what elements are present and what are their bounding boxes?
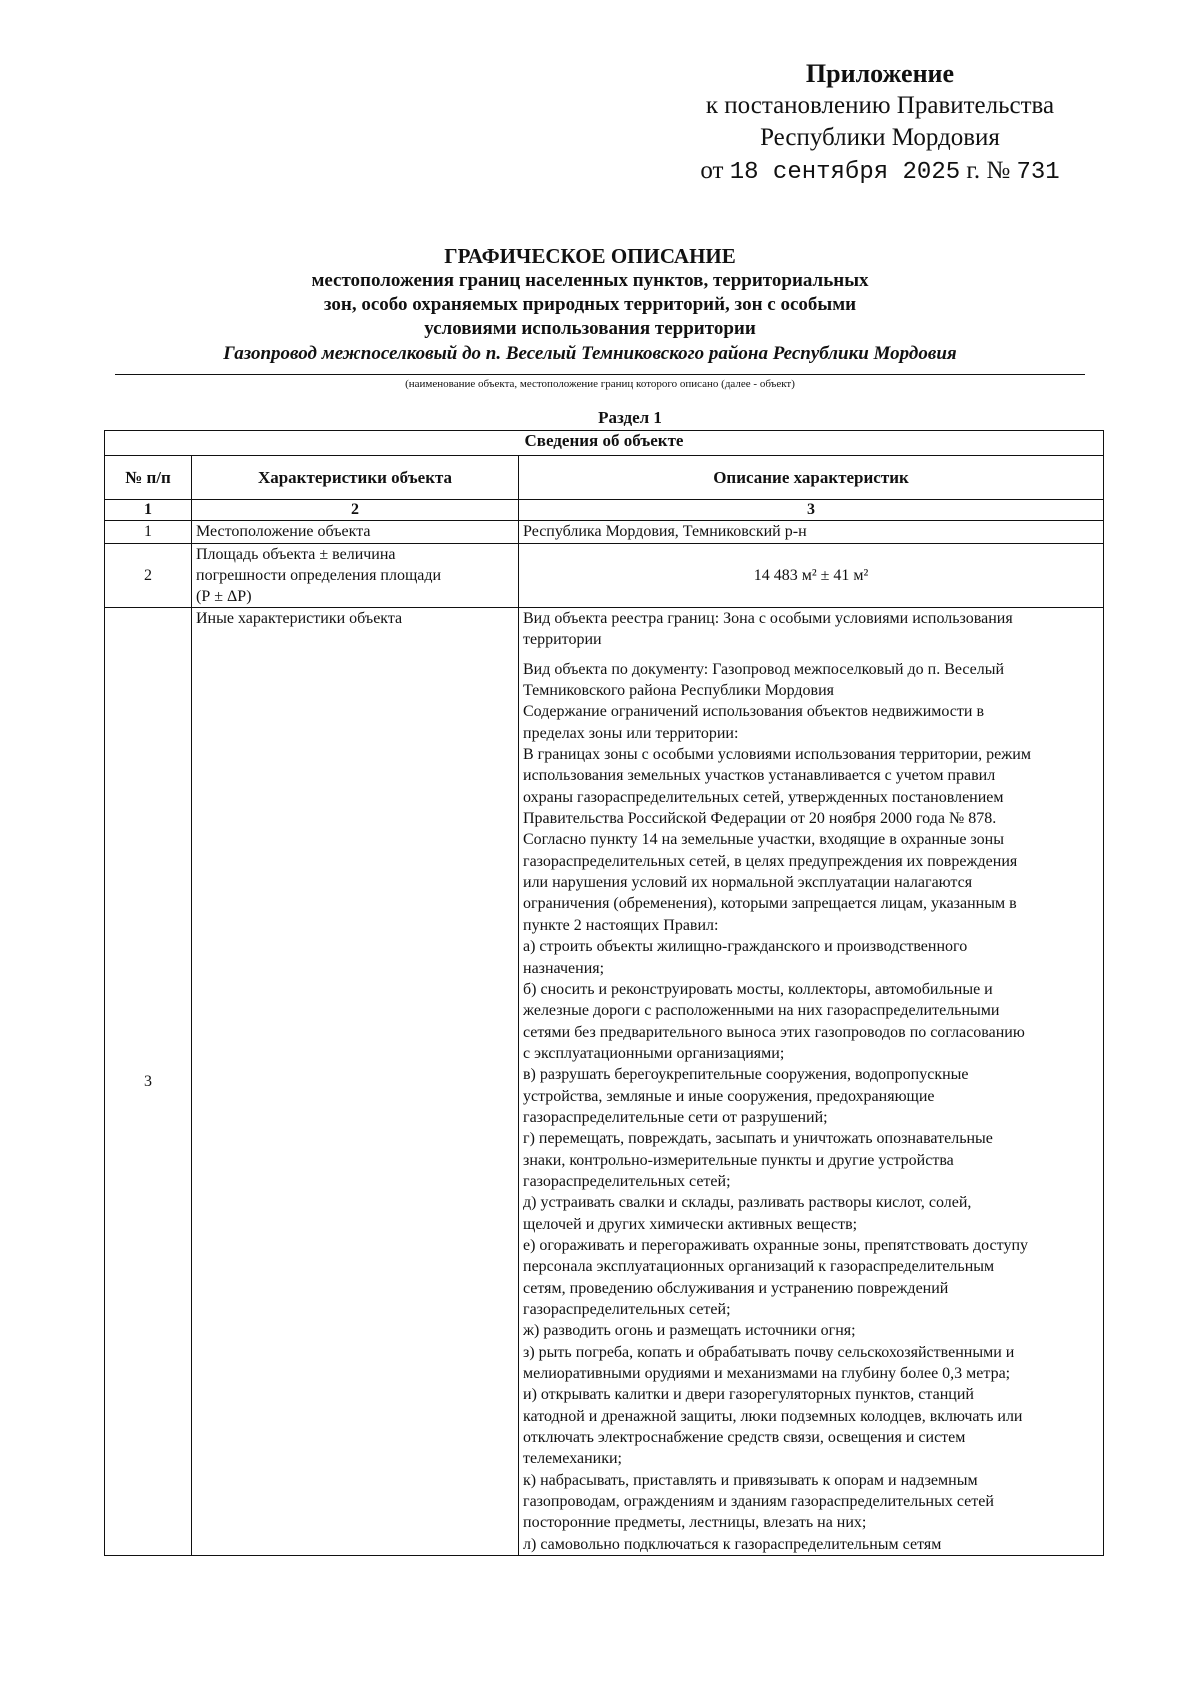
appendix-date-line [660, 154, 1100, 190]
description-line: и) открывать калитки и двери газорегуляторных пунктов, станций [523, 1386, 974, 1404]
date-value: 18 сентября 2025 [729, 159, 961, 186]
row-characteristic-line: Площадь объекта ± величина [196, 546, 396, 563]
description-line: или нарушения условий их нормальной эксплуатации налагаются [523, 874, 973, 892]
row-description: Республика Мордовия, Темниковский р-н [519, 521, 1104, 544]
description-line: территории [523, 631, 602, 649]
section-label: Раздел 1 [598, 408, 662, 427]
table-header-row [105, 456, 1104, 500]
document-subtitle-line: зон, особо охраняемых природных территорий, зон с особыми [323, 294, 857, 315]
description-line: газораспределительных сетей, в целях предупреждения их повреждения [523, 852, 1018, 870]
description-line: Правительства Российской Федерации от 20 ноября 2000 года № 878. [523, 810, 997, 828]
paragraph-gap [523, 651, 1099, 659]
description-line: л) самовольно подключаться к газораспределительным сетям [523, 1535, 942, 1553]
document-title: ГРАФИЧЕСКОЕ ОПИСАНИЕ [444, 244, 736, 268]
description-line: охраны газораспределительных сетей, утвержденных постановлением [523, 788, 1004, 806]
row-characteristic: Местоположение объекта [192, 521, 519, 544]
description-line: назначения; [523, 959, 605, 977]
description-line: газораспределительных сетей; [523, 1301, 731, 1318]
description-line: Согласно пункту 14 на земельные участки, входящие в охранные зоны [523, 831, 1004, 849]
document-subtitle-line: местоположения границ населенных пунктов, территориальных [311, 270, 869, 291]
description-line: пределах зоны или территории: [523, 724, 739, 742]
table-title-row [105, 431, 1104, 456]
description-line: е) огораживать и перегораживать охранные зоны, препятствовать доступу [523, 1236, 1028, 1254]
row-number: 3 [105, 608, 192, 1556]
description-line: посторонние предметы, лестницы, влезать на них; [523, 1514, 867, 1532]
description-line: Вид объекта по документу: Газопровод межпоселковый до п. Веселый [523, 660, 1005, 678]
row-characteristic-line: (Р ± ΔР) [196, 588, 252, 605]
column-numbers-row [105, 500, 1104, 521]
row-description: 14 483 м² ± 41 м² [519, 544, 1104, 608]
table-row [105, 521, 1104, 544]
object-name-underline [115, 374, 1085, 375]
object-info-table [104, 430, 1104, 1556]
description-line: в) разрушать берегоукрепительные сооружения, водопропускные [523, 1066, 969, 1084]
description-line: Темниковского района Республики Мордовия [523, 682, 834, 700]
description-line: к) набрасывать, приставлять и привязывать к опорам и надземным [523, 1471, 978, 1489]
description-line: г) перемещать, повреждать, засыпать и уничтожать опознавательные [523, 1130, 993, 1148]
description-line: сетям, проведению обслуживания и устранению повреждений [523, 1279, 949, 1297]
row-characteristic-text: Иные характеристики объекта [196, 610, 403, 627]
description-line: газораспределительных сетей; [523, 1172, 731, 1190]
column-header-characteristic: Характеристики объекта [192, 456, 519, 500]
column-header-number-text: № п/п [125, 468, 171, 487]
table-row [105, 544, 1104, 608]
column-header-description: Описание характеристик [519, 456, 1104, 500]
description-line: газораспределительные сети от разрушений; [523, 1108, 828, 1126]
appendix-header [660, 58, 1100, 190]
description-line: ж) разводить огонь и размещать источники огня; [523, 1322, 856, 1340]
description-line: телемеханики; [523, 1450, 622, 1468]
description-line: устройства, земляные и иные сооружения, предохраняющие [523, 1087, 935, 1105]
column-number: 2 [192, 500, 519, 521]
description-line: катодной и дренажной защиты, люки подземных колодцев, включать или [523, 1407, 1023, 1425]
object-name-caption: (наименование объекта, местоположение границ которого описано (далее - объект) [405, 378, 795, 390]
row-description [519, 608, 1104, 1556]
document-header [150, 243, 1030, 367]
date-suffix: г. № [966, 157, 1011, 184]
description-line: знаки, контрольно-измерительные пункты и другие устройства [523, 1151, 954, 1169]
object-name: Газопровод межпоселковый до п. Веселый Темниковского района Республики Мордовия [223, 343, 957, 364]
row-characteristic-line: погрешности определения площади [196, 567, 442, 584]
appendix-title: Приложение [805, 59, 955, 88]
description-line: з) рыть погреба, копать и обрабатывать почву сельскохозяйственными и [523, 1343, 1015, 1361]
description-line: железные дороги с расположенными на них газораспределительными [523, 1002, 1000, 1020]
description-line: пункте 2 настоящих Правил: [523, 916, 719, 934]
description-line: газопроводам, ограждениям и зданиям газораспределительных сетей [523, 1493, 994, 1511]
document-subtitle-line: условиями использования территории [424, 318, 756, 339]
description-line: щелочей и других химически активных веществ; [523, 1215, 858, 1233]
appendix-line-1: к постановлению Правительства [705, 92, 1055, 119]
row-characteristic [192, 544, 519, 608]
appendix-line-2: Республики Мордовия [760, 124, 1000, 151]
description-line: отключать электроснабжение средств связи, освещения и систем [523, 1429, 966, 1447]
column-number: 3 [519, 500, 1104, 521]
description-line: В границах зоны с особыми условиями использования территории, режим [523, 746, 1031, 764]
description-line: д) устраивать свалки и склады, разливать растворы кислот, солей, [523, 1194, 972, 1212]
description-line: ограничения (обременения), которыми запрещается лицам, указанным в [523, 895, 1017, 913]
description-line: с эксплуатационными организациями; [523, 1044, 785, 1062]
column-header-number [105, 456, 192, 500]
decree-number: 731 [1016, 159, 1060, 186]
description-line: использования земельных участков устанавливается с учетом правил [523, 767, 996, 785]
table-title: Сведения об объекте [105, 431, 1104, 456]
column-number: 1 [105, 500, 192, 521]
row-number: 2 [105, 544, 192, 608]
description-line: Содержание ограничений использования объектов недвижимости в [523, 703, 984, 721]
description-line: б) сносить и реконструировать мосты, коллекторы, автомобильные и [523, 980, 993, 998]
row-characteristic [192, 608, 519, 1556]
description-line: сетями без предварительного выноса этих газопроводов по согласованию [523, 1023, 1025, 1041]
description-line: персонала эксплуатационных организаций к газораспределительным [523, 1258, 995, 1276]
description-line: мелиоративными орудиями и механизмами на глубину более 0,3 метра; [523, 1365, 1011, 1383]
description-line: а) строить объекты жилищно-гражданского и производственного [523, 938, 968, 956]
table-row [105, 608, 1104, 1556]
date-prefix: от [700, 157, 724, 184]
row-number: 1 [105, 521, 192, 544]
description-line: Вид объекта реестра границ: Зона с особыми условиями использования [523, 610, 1013, 627]
